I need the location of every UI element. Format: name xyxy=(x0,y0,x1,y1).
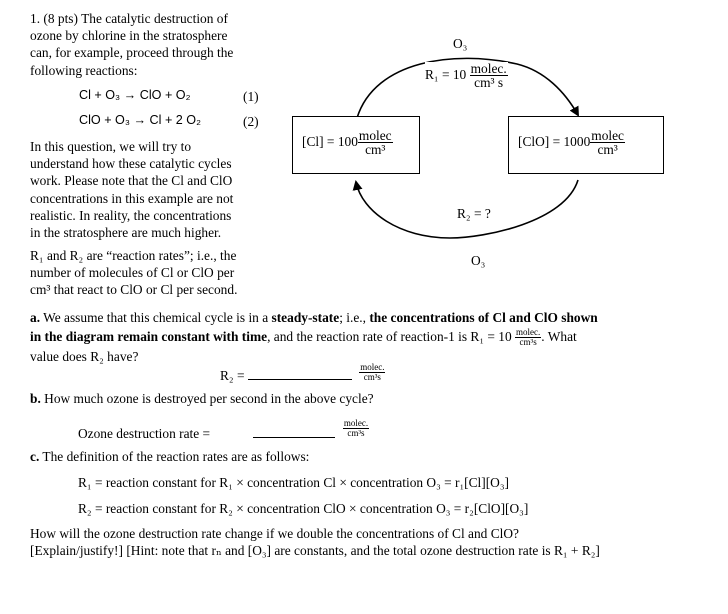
clo-unit-den: cm³ xyxy=(597,142,618,158)
part-a-question xyxy=(30,308,598,366)
reaction-1: Cl + O₃ → ClO + O₂ xyxy=(79,88,191,102)
part-b-question xyxy=(30,390,374,407)
intro-line: 1. (8 pts) The catalytic destruction of xyxy=(30,11,228,26)
prompt-line: [Explain/justify!] [Hint: note that rₙ and [O₃] are constants, and the total ozone destruction rate is R₁ + R₂] xyxy=(30,543,600,559)
text: . What xyxy=(541,329,577,344)
r2-label: R₂ = ? xyxy=(457,206,491,221)
paragraph-line: concentrations in this example are not xyxy=(30,190,234,206)
prompt-line: How will the ozone destruction rate change if we double the concentrations of Cl and ClO? xyxy=(30,526,519,541)
part-a-line-3: value does R₂ have? xyxy=(30,349,139,365)
cl-concentration-box xyxy=(292,116,420,174)
reaction-1-number: (1) xyxy=(243,89,259,104)
text: The definition of the reaction rates are as follows: xyxy=(42,449,310,464)
intro-line: following reactions: xyxy=(30,62,138,78)
unit-num: molec. xyxy=(516,327,541,338)
cl-unit-num: molec xyxy=(358,128,392,143)
part-c-label: c. xyxy=(30,449,40,464)
part-b-label: b. xyxy=(30,391,41,406)
r1-unit-inline xyxy=(515,328,541,347)
ozone-rate-field[interactable] xyxy=(253,425,335,438)
intro-line: can, for example, proceed through the xyxy=(30,45,234,61)
part-b-answer-row xyxy=(78,418,369,442)
unit-den: cm³s xyxy=(347,428,365,438)
unit-den: cm³s xyxy=(519,337,537,348)
part-a-line-2 xyxy=(30,327,598,347)
r1-unit-num: molec. xyxy=(470,61,507,76)
reaction-2: ClO + O₃ → Cl + 2 O₂ xyxy=(79,113,201,127)
ozone-rate-label: Ozone destruction rate = xyxy=(78,426,211,441)
part-a-line-1 xyxy=(30,308,598,327)
part-a-answer-row xyxy=(220,362,385,384)
emphasis: steady-state xyxy=(271,310,340,325)
cl-text: [Cl] = 100 xyxy=(302,133,358,149)
paragraph-line: in the stratosphere are much higher. xyxy=(30,225,222,241)
clo-unit-num: molec xyxy=(591,128,624,143)
emphasis: the concentrations of Cl and ClO shown xyxy=(369,310,598,325)
text: We assume that this chemical cycle is in a xyxy=(43,310,269,325)
unit-num: molec. xyxy=(360,362,385,372)
paragraph-line: In this question, we will try to xyxy=(30,139,192,154)
paragraph-line: understand how these catalytic cycles xyxy=(30,156,232,172)
ozone-rate-unit xyxy=(343,419,369,438)
part-c-prompt xyxy=(30,525,600,559)
part-a-label: a. xyxy=(30,310,41,325)
rate-equation-1: R₁ = reaction constant for R₁ × concentration Cl × concentration O₃ = r₁[Cl][O₃] xyxy=(78,475,509,490)
text: How much ozone is destroyed per second in the above cycle? xyxy=(44,391,374,406)
paragraph-line: realistic. In reality, the concentrations xyxy=(30,207,232,223)
unit-num: molec. xyxy=(343,418,369,428)
clo-text: [ClO] = 1000 xyxy=(518,133,591,149)
paragraph-line: number of molecules of Cl or ClO per xyxy=(30,265,235,281)
intro-line: ozone by chlorine in the stratosphere xyxy=(30,28,228,44)
r1-unit xyxy=(470,62,508,90)
text: , and the reaction rate of reaction-1 is R₁ = 10 xyxy=(267,329,512,344)
clo-concentration-box xyxy=(508,116,664,174)
r1-label xyxy=(425,62,508,90)
paragraph-line: cm³ that react to ClO or Cl per second. xyxy=(30,282,238,298)
o3-top-label: O₃ xyxy=(453,36,468,51)
part-c-question xyxy=(30,448,309,465)
r1-text: R₁ = 10 xyxy=(425,66,467,82)
rate-equation-2: R₂ = reaction constant for R₂ × concentration ClO × concentration O₃ = r₂[ClO][O₃] xyxy=(78,501,529,516)
text: ; i.e., xyxy=(339,310,366,325)
clo-unit xyxy=(590,129,625,157)
o3-bottom-label: O₃ xyxy=(471,253,486,268)
reaction-2-number: (2) xyxy=(243,114,259,129)
emphasis: in the diagram remain constant with time xyxy=(30,329,268,344)
r2-answer-unit xyxy=(359,363,385,382)
unit-den: cm³s xyxy=(363,372,381,382)
paragraph-line: R₁ and R₂ are “reaction rates”; i.e., the xyxy=(30,248,237,263)
paragraph-line: work. Please note that the Cl and ClO xyxy=(30,173,233,189)
cl-unit-den: cm³ xyxy=(365,142,386,158)
r2-answer-label: R₂ = xyxy=(220,368,245,383)
r2-answer-field[interactable] xyxy=(248,367,352,380)
r1-unit-den: cm³ s xyxy=(474,75,504,91)
cl-unit xyxy=(358,129,393,157)
